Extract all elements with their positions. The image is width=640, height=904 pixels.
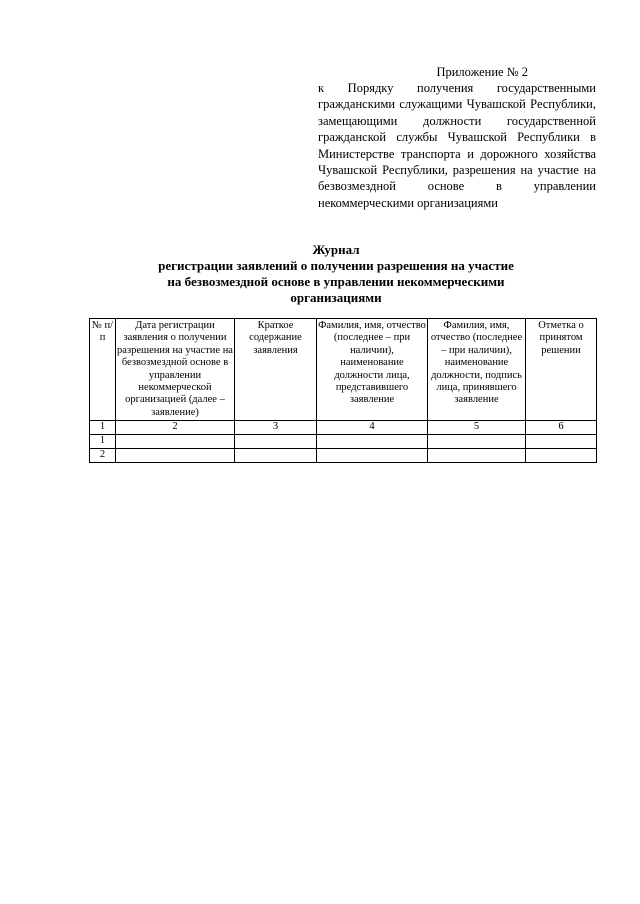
table-cell (116, 449, 235, 463)
column-number: 2 (116, 421, 235, 435)
header-summary: Краткое содержание заявления (235, 319, 317, 421)
document-title (80, 242, 592, 306)
header-decision-mark: Отметка о принятом решении (526, 319, 597, 421)
appendix-number: Приложение № 2 (436, 65, 528, 79)
table-cell (235, 435, 317, 449)
title-journal: Журнал (312, 242, 360, 257)
table-cell (317, 435, 428, 449)
appendix-header (318, 64, 596, 211)
table-cell (428, 435, 526, 449)
registration-journal-table (89, 318, 597, 463)
header-row-number: № п/п (90, 319, 116, 421)
row-number: 1 (90, 435, 116, 449)
table-header-row (90, 319, 597, 421)
table-row (90, 449, 597, 463)
header-registration-date: Дата регистрации заявления о получении разрешения на участие на безвозмездной основе в управлении некоммерческой организацией (далее – заявление) (116, 319, 235, 421)
row-number: 2 (90, 449, 116, 463)
title-subject: регистрации заявлений о получении разрешения на участие на безвозмездной основе в управлении некоммерческими организациями (158, 258, 514, 305)
appendix-reference: к Порядку получения государственными гражданскими служащими Чувашской Республики, замещающими должности государственной гражданской службы Чувашской Республики в Министерстве транспорта и дорожного хозяйства Чувашской Республики, разрешения на участие на безвозмездной основе в управлении некоммерческими организациями (318, 81, 596, 210)
header-applicant: Фамилия, имя, отчество (последнее – при наличии), наименование должности лица, представившего заявление (317, 319, 428, 421)
column-number: 5 (428, 421, 526, 435)
table-cell (526, 435, 597, 449)
table-cell (116, 435, 235, 449)
column-number: 1 (90, 421, 116, 435)
column-number: 6 (526, 421, 597, 435)
table-cell (317, 449, 428, 463)
column-number: 3 (235, 421, 317, 435)
table-cell (526, 449, 597, 463)
column-number-row (90, 421, 597, 435)
table-cell (428, 449, 526, 463)
column-number: 4 (317, 421, 428, 435)
header-receiver: Фамилия, имя, отчество (последнее – при наличии), наименование должности, подпись лица, принявшего заявление (428, 319, 526, 421)
table-cell (235, 449, 317, 463)
table-row (90, 435, 597, 449)
